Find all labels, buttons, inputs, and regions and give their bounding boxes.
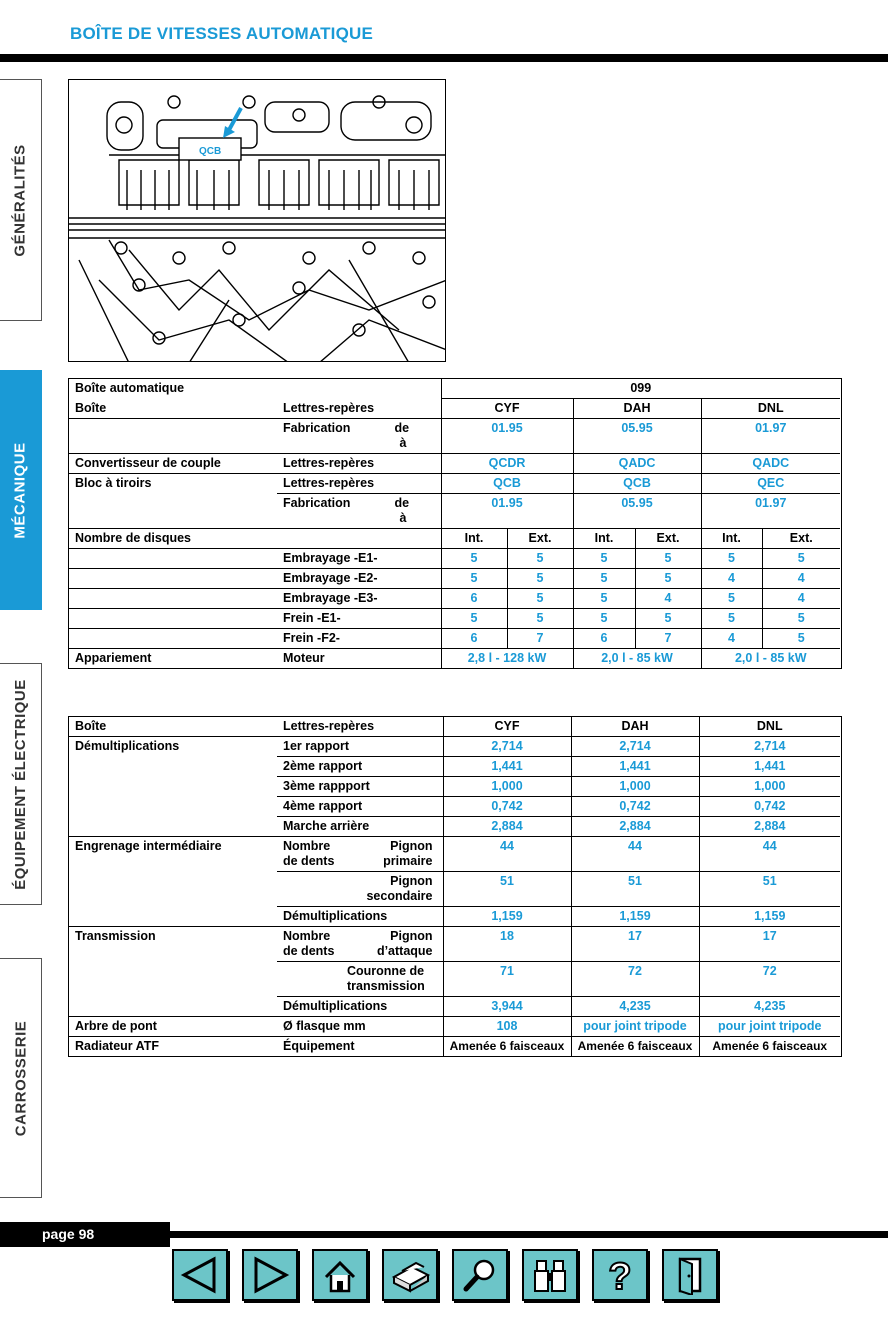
cell-value: pour joint tripode — [571, 1017, 699, 1037]
cell-value: Amenée 6 faisceaux — [443, 1037, 571, 1057]
table-row — [69, 737, 840, 757]
col-ext: Ext. — [762, 529, 840, 549]
cell-value: 5 — [762, 629, 840, 649]
col-dnl: DNL — [701, 399, 840, 419]
cell-value: 4 — [762, 569, 840, 589]
cell-value: QADC — [573, 454, 701, 474]
table-row — [69, 927, 840, 962]
de-label: de — [394, 421, 410, 435]
print-button[interactable] — [382, 1249, 438, 1301]
binoculars-icon — [528, 1255, 572, 1295]
table-row — [69, 589, 840, 609]
row-label: Convertisseur de couple — [69, 454, 277, 474]
page-header-title: BOÎTE DE VITESSES AUTOMATIQUE — [70, 24, 374, 43]
row-label: Boîte — [69, 717, 277, 737]
magnifier-icon — [458, 1255, 502, 1295]
cell-value: 5 — [573, 589, 635, 609]
col-dah: DAH — [573, 399, 701, 419]
cell-value: 72 — [571, 962, 699, 997]
cell-value: 1,000 — [443, 777, 571, 797]
table-row — [69, 997, 840, 1017]
cell-value: 1,159 — [443, 907, 571, 927]
de-dents-label: de dents — [283, 854, 335, 868]
row-sublabel: 4ème rapport — [277, 797, 443, 817]
tab-mecanique[interactable] — [0, 370, 42, 610]
table-gear-ratios — [68, 716, 842, 1057]
table-row — [69, 1037, 840, 1057]
de-label: de — [394, 496, 410, 510]
cell-value: 01.95 — [441, 419, 573, 454]
cell-value: 5 — [701, 609, 762, 629]
cell-value: 2,884 — [571, 817, 699, 837]
cell-value: 5 — [635, 609, 701, 629]
col-cyf: CYF — [441, 399, 573, 419]
cell-value: QADC — [701, 454, 840, 474]
cell-value: QCDR — [441, 454, 573, 474]
row-sublabel: Équipement — [283, 1039, 355, 1053]
tab-label: GÉNÉRALITÉS — [12, 143, 29, 257]
row-sublabel: Lettres-repères — [277, 474, 441, 494]
table-row — [69, 817, 840, 837]
tab-equipement-electrique[interactable] — [0, 663, 42, 905]
col-int: Int. — [573, 529, 635, 549]
cell-value: 17 — [699, 927, 840, 962]
pignon-label: Pignon — [390, 874, 433, 888]
cell-value: 7 — [635, 629, 701, 649]
row-sublabel — [277, 872, 443, 907]
cell-value: 18 — [443, 927, 571, 962]
cell-value: 5 — [441, 549, 507, 569]
cell-value: 01.97 — [701, 419, 840, 454]
row-label: Boîte — [69, 399, 277, 419]
cell-value: 2,0 l - 85 kW — [701, 649, 840, 669]
cell-value: 0,742 — [443, 797, 571, 817]
row-sublabel: 1er rapport — [277, 737, 443, 757]
row-sublabel: Ø flasque mm — [277, 1017, 443, 1037]
cell-value: 2,714 — [699, 737, 840, 757]
table-row — [69, 609, 840, 629]
cell-value: 6 — [573, 629, 635, 649]
question-icon — [598, 1255, 642, 1295]
page-number: page 98 — [0, 1222, 170, 1247]
cell-value: 5 — [573, 569, 635, 589]
cell-value: QEC — [701, 474, 840, 494]
col-cyf: CYF — [443, 717, 571, 737]
header-rule — [0, 54, 888, 62]
table-row — [69, 797, 840, 817]
search-button[interactable] — [452, 1249, 508, 1301]
cell-value: 1,159 — [699, 907, 840, 927]
cell-value: 6 — [441, 629, 507, 649]
cell-value: 5 — [507, 609, 573, 629]
qcb-callout-label: QCB — [199, 146, 222, 157]
fabrication-label: Fabrication — [283, 421, 351, 435]
row-label: Transmission — [75, 929, 156, 943]
table-row — [69, 962, 840, 997]
table-row — [69, 757, 840, 777]
row-sublabel: Lettres-repères — [277, 717, 443, 737]
cell-value: Amenée 6 faisceaux — [571, 1037, 699, 1057]
tab-label: CARROSSERIE — [12, 1020, 29, 1136]
row-sublabel: Embrayage -E2- — [277, 569, 441, 589]
cell-value: 1,000 — [571, 777, 699, 797]
table-row — [69, 777, 840, 797]
printer-icon — [388, 1255, 432, 1295]
cell-value: 5 — [507, 589, 573, 609]
row-label: Boîte automatique — [75, 381, 185, 395]
cell-value: 17 — [571, 927, 699, 962]
row-label: Nombre de disques — [69, 529, 441, 549]
row-sublabel: Moteur — [283, 651, 325, 665]
find-button[interactable] — [522, 1249, 578, 1301]
cell-value: 01.95 — [441, 494, 573, 529]
cell-value: 2,714 — [571, 737, 699, 757]
cell-value: 1,441 — [699, 757, 840, 777]
attaque-label: d’attaque — [376, 944, 433, 958]
cell-value: 0,742 — [699, 797, 840, 817]
cell-value: 5 — [762, 609, 840, 629]
cell-value: 7 — [507, 629, 573, 649]
cell-value: 5 — [635, 549, 701, 569]
table-row — [69, 872, 840, 907]
cell-value: 01.97 — [701, 494, 840, 529]
tab-generalites[interactable] — [0, 79, 42, 321]
exit-button[interactable] — [662, 1249, 718, 1301]
couronne-label: Couronne de — [347, 964, 425, 978]
cell-value: 5 — [701, 549, 762, 569]
cell-value: 1,441 — [443, 757, 571, 777]
primaire-label: primaire — [383, 854, 433, 868]
svg-text:?: ? — [608, 1256, 632, 1295]
nombre-label: Nombre — [283, 839, 331, 853]
next-button[interactable] — [242, 1249, 298, 1301]
valve-body-illustration — [68, 79, 446, 362]
cell-value: 5 — [701, 589, 762, 609]
pignon-label: Pignon — [390, 839, 433, 853]
row-sublabel: Frein -E1- — [277, 609, 441, 629]
cell-value: 72 — [699, 962, 840, 997]
a-label: à — [399, 436, 407, 450]
arrow-right-icon — [248, 1255, 292, 1295]
cell-value: 05.95 — [573, 419, 701, 454]
row-sublabel: Embrayage -E1- — [277, 549, 441, 569]
cell-value: 44 — [443, 837, 571, 872]
cell-value: 4,235 — [699, 997, 840, 1017]
cell-value: 1,000 — [699, 777, 840, 797]
cell-value: 1,441 — [571, 757, 699, 777]
row-label: Engrenage intermédiaire — [75, 839, 222, 853]
cell-value: 51 — [699, 872, 840, 907]
cell-value: QCB — [573, 474, 701, 494]
cell-value: 2,884 — [699, 817, 840, 837]
row-label: Appariement — [75, 651, 152, 665]
row-sublabel: Démultiplications — [277, 997, 443, 1017]
secondaire-label: secondaire — [366, 889, 433, 903]
cell-value: 05.95 — [573, 494, 701, 529]
previous-button[interactable] — [172, 1249, 228, 1301]
cell-value: 4 — [762, 589, 840, 609]
table-row — [69, 629, 840, 649]
cell-value: 5 — [507, 549, 573, 569]
row-sublabel — [277, 962, 443, 997]
cell-value: 5 — [441, 569, 507, 589]
row-sublabel — [277, 837, 443, 872]
row-sublabel: Embrayage -E3- — [277, 589, 441, 609]
cell-value: 71 — [443, 962, 571, 997]
col-ext: Ext. — [507, 529, 573, 549]
home-icon — [318, 1255, 362, 1295]
cell-value: 1,159 — [571, 907, 699, 927]
row-sublabel: Marche arrière — [277, 817, 443, 837]
table-row — [69, 1017, 840, 1037]
cell-value: 5 — [573, 549, 635, 569]
cell-value: 2,884 — [443, 817, 571, 837]
cell-value: pour joint tripode — [699, 1017, 840, 1037]
cell-value: 6 — [441, 589, 507, 609]
tab-label: MÉCANIQUE — [12, 441, 30, 539]
home-button[interactable] — [312, 1249, 368, 1301]
arrow-left-icon — [178, 1255, 222, 1295]
cell-value: 5 — [441, 609, 507, 629]
row-label: Bloc à tiroirs — [75, 476, 152, 490]
cell-value: 5 — [762, 549, 840, 569]
row-sublabel — [277, 494, 441, 529]
cell-value: QCB — [441, 474, 573, 494]
cell-value: 0,742 — [571, 797, 699, 817]
cell-value: 2,8 l - 128 kW — [441, 649, 573, 669]
row-label: Arbre de pont — [69, 1017, 277, 1037]
cell-value: 2,714 — [443, 737, 571, 757]
de-dents-label: de dents — [283, 944, 335, 958]
cell-value: 5 — [635, 569, 701, 589]
cell-value: 3,944 — [443, 997, 571, 1017]
cell-value: Amenée 6 faisceaux — [699, 1037, 840, 1057]
cell-value: 108 — [443, 1017, 571, 1037]
cell-value: 4 — [701, 629, 762, 649]
col-ext: Ext. — [635, 529, 701, 549]
cell-value: 44 — [571, 837, 699, 872]
row-label: Démultiplications — [75, 739, 180, 753]
row-sublabel — [277, 927, 443, 962]
row-sublabel: 3ème rappport — [277, 777, 443, 797]
row-sublabel — [277, 419, 441, 454]
row-label: Radiateur ATF — [75, 1039, 160, 1053]
table-row — [69, 569, 840, 589]
pignon-label: Pignon — [390, 929, 433, 943]
cell-value: 51 — [571, 872, 699, 907]
row-sublabel: 2ème rapport — [277, 757, 443, 777]
row-sublabel: Démultiplications — [277, 907, 443, 927]
col-dah: DAH — [571, 717, 699, 737]
table-row — [69, 837, 840, 872]
a-label: à — [399, 511, 407, 525]
row-sublabel: Lettres-repères — [277, 454, 441, 474]
cell-value: 4,235 — [571, 997, 699, 1017]
cell-value: 2,0 l - 85 kW — [573, 649, 701, 669]
table-row — [69, 907, 840, 927]
row-sublabel: Frein -F2- — [277, 629, 441, 649]
nombre-label: Nombre — [283, 929, 331, 943]
gearbox-code: 099 — [441, 379, 840, 399]
help-button[interactable] — [592, 1249, 648, 1301]
col-dnl: DNL — [699, 717, 840, 737]
cell-value: 51 — [443, 872, 571, 907]
cell-value: 5 — [573, 609, 635, 629]
valve-body-drawing — [69, 80, 446, 362]
row-sublabel: Lettres-repères — [277, 399, 441, 419]
tab-carrosserie[interactable] — [0, 958, 42, 1198]
col-int: Int. — [701, 529, 762, 549]
cell-value: 5 — [507, 569, 573, 589]
table-gearbox-specs — [68, 378, 842, 669]
cell-value: 44 — [699, 837, 840, 872]
cell-value: 4 — [635, 589, 701, 609]
tab-label: ÉQUIPEMENT ÉLECTRIQUE — [12, 678, 29, 890]
cell-value: 4 — [701, 569, 762, 589]
table-row — [69, 549, 840, 569]
transmission-label: transmission — [347, 979, 425, 993]
fabrication-label: Fabrication — [283, 496, 351, 510]
door-icon — [668, 1255, 712, 1295]
col-int: Int. — [441, 529, 507, 549]
